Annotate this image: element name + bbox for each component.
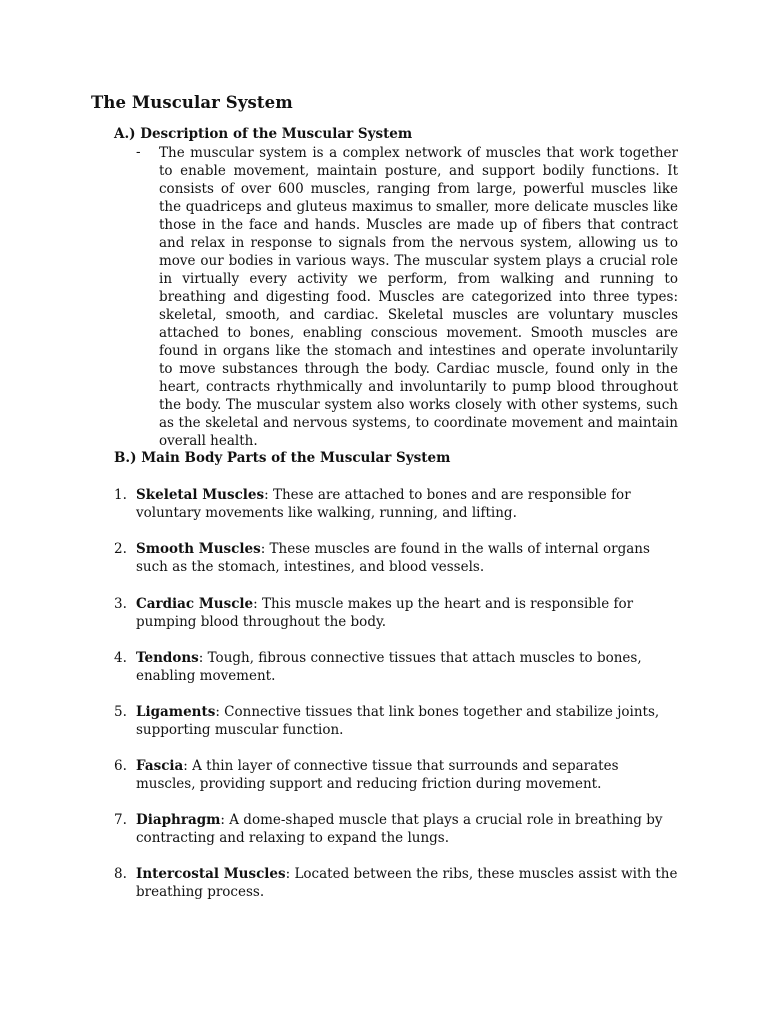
list-item-text: : Connective tissues that link bones together and stabilize joints, supporting muscular function. — [136, 704, 660, 738]
list-item-body — [136, 811, 681, 847]
list-item-text: : These are attached to bones and are responsible for voluntary movements like walking, running, and lifting. — [136, 487, 631, 521]
description-paragraph: The muscular system is a complex network of muscles that work together to enable movement, maintain posture, and support bodily functions. It consists of over 600 muscles, ranging from large, powerful muscles like the quadriceps and gluteus maximus to smaller, more delicate muscles like those in the face and hands. Muscles are made up of fibers that contract and relax in response to signals from the nervous system, allowing us to move our bodies in various ways. The muscular system plays a crucial role in virtually every activity we perform, from walking and running to breathing and digesting food. Muscles are categorized into three types: skeletal, smooth, and cardiac. Skeletal muscles are voluntary muscles attached to bones, enabling conscious movement. Smooth muscles are found in organs like the stomach and intestines and operate involuntarily to move substances through the body. Cardiac muscle, found only in the heart, contracts rhythmically and involuntarily to pump blood throughout the body. The muscular system also works closely with other systems, such as the skeletal and nervous systems, to coordinate movement and maintain overall health. — [159, 145, 678, 449]
section-a-heading: A.) Description of the Muscular System — [114, 126, 413, 142]
list-item-term: Smooth Muscles — [136, 541, 261, 557]
list-item-number: 5. — [114, 704, 127, 720]
list-item-body — [136, 649, 681, 685]
section-b-heading: B.) Main Body Parts of the Muscular System — [114, 450, 451, 466]
list-item-number: 3. — [114, 596, 127, 612]
list-item-body — [136, 540, 681, 576]
list-item-body — [136, 757, 681, 793]
list-item-text: : Located between the ribs, these muscles assist with the breathing process. — [136, 866, 678, 900]
list-item-number: 4. — [114, 650, 127, 666]
list-item-text: : Tough, fibrous connective tissues that attach muscles to bones, enabling movement. — [136, 650, 642, 684]
list-item-body — [136, 486, 681, 522]
list-item-number: 7. — [114, 812, 127, 828]
list-item-text: : A thin layer of connective tissue that surrounds and separates muscles, providing support and reducing friction during movement. — [136, 758, 619, 792]
list-item-body — [136, 595, 681, 631]
list-item-body — [136, 703, 681, 739]
list-item-term: Fascia — [136, 758, 184, 774]
list-item-term: Intercostal Muscles — [136, 866, 286, 882]
bullet-dash: - — [136, 144, 141, 160]
list-item-number: 6. — [114, 758, 127, 774]
list-item-text: : These muscles are found in the walls of internal organs such as the stomach, intestines, and blood vessels. — [136, 541, 650, 575]
list-item-term: Skeletal Muscles — [136, 487, 265, 503]
list-item-number: 2. — [114, 541, 127, 557]
list-item-term: Cardiac Muscle — [136, 596, 254, 612]
list-item-term: Diaphragm — [136, 812, 221, 828]
list-item-text: : A dome-shaped muscle that plays a crucial role in breathing by contracting and relaxing to expand the lungs. — [136, 812, 663, 846]
list-item-term: Ligaments — [136, 704, 216, 720]
page-title: The Muscular System — [91, 93, 293, 112]
list-item-body — [136, 865, 681, 901]
list-item-text: : This muscle makes up the heart and is responsible for pumping blood throughout the body. — [136, 596, 634, 630]
list-item-number: 1. — [114, 487, 127, 503]
list-item-number: 8. — [114, 866, 127, 882]
list-item-term: Tendons — [136, 650, 199, 666]
